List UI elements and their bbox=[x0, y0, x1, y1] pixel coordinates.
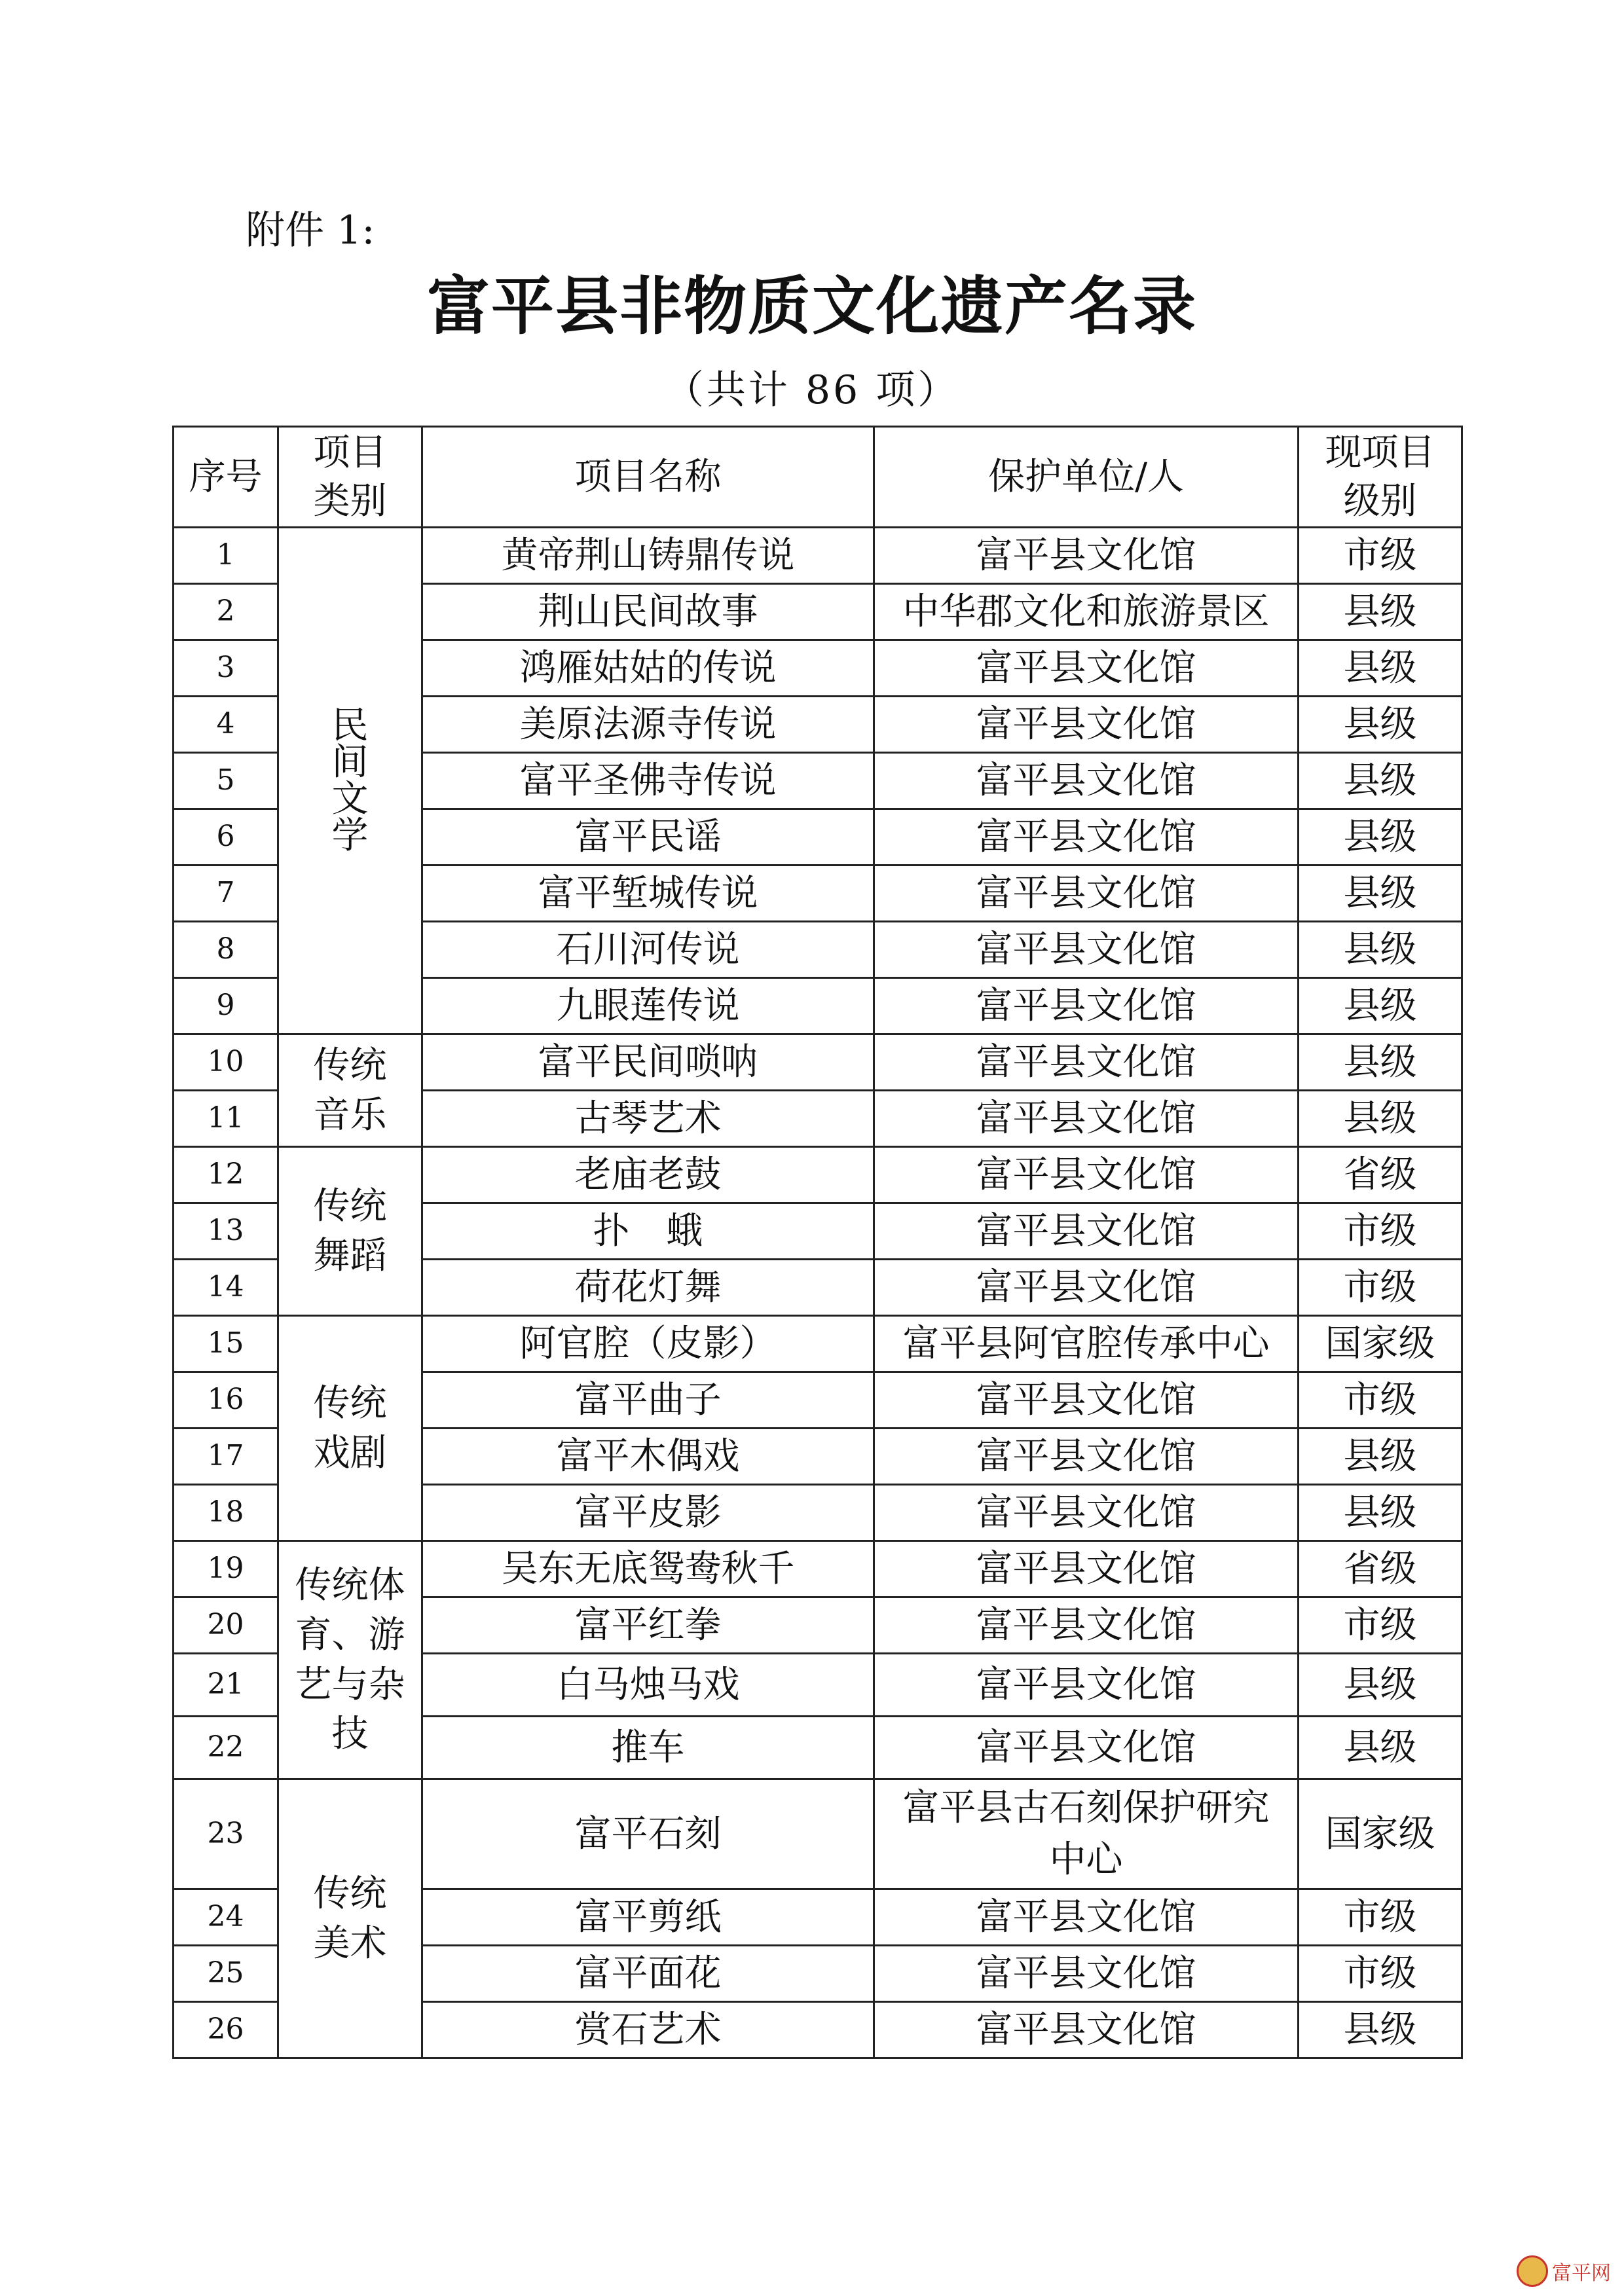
row-unit: 富平县古石刻保护研究中心 bbox=[874, 1779, 1299, 1889]
row-unit: 富平县文化馆 bbox=[874, 1429, 1299, 1485]
table-row bbox=[174, 1316, 1462, 1372]
row-name: 吴东无底鸳鸯秋千 bbox=[422, 1541, 874, 1597]
row-level: 市级 bbox=[1299, 1260, 1462, 1316]
row-unit: 富平县文化馆 bbox=[874, 1597, 1299, 1654]
row-name: 老庙老鼓 bbox=[422, 1147, 874, 1203]
row-seq: 14 bbox=[174, 1260, 278, 1316]
site-watermark bbox=[1517, 2255, 1611, 2287]
row-name: 富平皮影 bbox=[422, 1485, 874, 1541]
header-name: 项目名称 bbox=[422, 427, 874, 528]
row-seq: 11 bbox=[174, 1091, 278, 1147]
row-level: 县级 bbox=[1299, 584, 1462, 640]
row-name: 富平民谣 bbox=[422, 809, 874, 866]
row-unit: 富平县阿官腔传承中心 bbox=[874, 1316, 1299, 1372]
row-name: 白马烛马戏 bbox=[422, 1654, 874, 1717]
row-level: 国家级 bbox=[1299, 1779, 1462, 1889]
row-name: 黄帝荆山铸鼎传说 bbox=[422, 528, 874, 584]
row-seq: 5 bbox=[174, 753, 278, 809]
row-unit: 富平县文化馆 bbox=[874, 978, 1299, 1034]
row-name: 富平堑城传说 bbox=[422, 866, 874, 922]
row-level: 国家级 bbox=[1299, 1316, 1462, 1372]
row-name: 石川河传说 bbox=[422, 922, 874, 978]
row-name: 富平剪纸 bbox=[422, 1889, 874, 1946]
row-unit: 富平县文化馆 bbox=[874, 1717, 1299, 1779]
row-unit: 富平县文化馆 bbox=[874, 640, 1299, 697]
heritage-table bbox=[172, 426, 1463, 2059]
row-level: 县级 bbox=[1299, 697, 1462, 753]
row-level: 市级 bbox=[1299, 1372, 1462, 1429]
row-unit: 富平县文化馆 bbox=[874, 809, 1299, 866]
document-subtitle: （共计 86 项） bbox=[664, 367, 960, 413]
row-level: 县级 bbox=[1299, 866, 1462, 922]
row-seq: 15 bbox=[174, 1316, 278, 1372]
row-name: 富平曲子 bbox=[422, 1372, 874, 1429]
row-unit: 富平县文化馆 bbox=[874, 1946, 1299, 2002]
row-seq: 12 bbox=[174, 1147, 278, 1203]
row-level: 市级 bbox=[1299, 1203, 1462, 1260]
row-unit: 富平县文化馆 bbox=[874, 922, 1299, 978]
row-name: 富平红拳 bbox=[422, 1597, 874, 1654]
header-seq: 序号 bbox=[174, 427, 278, 528]
row-unit: 中华郡文化和旅游景区 bbox=[874, 584, 1299, 640]
row-name: 富平木偶戏 bbox=[422, 1429, 874, 1485]
row-seq: 2 bbox=[174, 584, 278, 640]
row-level: 县级 bbox=[1299, 2002, 1462, 2058]
row-name: 推车 bbox=[422, 1717, 874, 1779]
row-unit: 富平县文化馆 bbox=[874, 697, 1299, 753]
row-level: 县级 bbox=[1299, 922, 1462, 978]
row-unit: 富平县文化馆 bbox=[874, 866, 1299, 922]
row-name: 古琴艺术 bbox=[422, 1091, 874, 1147]
row-seq: 22 bbox=[174, 1717, 278, 1779]
row-seq: 18 bbox=[174, 1485, 278, 1541]
header-unit: 保护单位/人 bbox=[874, 427, 1299, 528]
row-level: 县级 bbox=[1299, 1091, 1462, 1147]
row-unit: 富平县文化馆 bbox=[874, 1203, 1299, 1260]
row-seq: 19 bbox=[174, 1541, 278, 1597]
row-unit: 富平县文化馆 bbox=[874, 528, 1299, 584]
row-level: 县级 bbox=[1299, 809, 1462, 866]
row-seq: 17 bbox=[174, 1429, 278, 1485]
row-name: 九眼莲传说 bbox=[422, 978, 874, 1034]
row-level: 市级 bbox=[1299, 1889, 1462, 1946]
row-unit: 富平县文化馆 bbox=[874, 1260, 1299, 1316]
category-cell: 传统舞蹈 bbox=[278, 1147, 422, 1316]
row-unit: 富平县文化馆 bbox=[874, 1485, 1299, 1541]
row-level: 市级 bbox=[1299, 1946, 1462, 2002]
table-header-row bbox=[174, 427, 1462, 528]
row-name: 富平圣佛寺传说 bbox=[422, 753, 874, 809]
category-cell: 传统戏剧 bbox=[278, 1316, 422, 1541]
row-unit: 富平县文化馆 bbox=[874, 1034, 1299, 1091]
row-level: 市级 bbox=[1299, 1597, 1462, 1654]
category-cell: 传统体育、游艺与杂技 bbox=[278, 1541, 422, 1779]
row-seq: 23 bbox=[174, 1779, 278, 1889]
row-seq: 9 bbox=[174, 978, 278, 1034]
category-cell: 民间文学 bbox=[278, 528, 422, 1034]
table-row bbox=[174, 528, 1462, 584]
row-seq: 4 bbox=[174, 697, 278, 753]
row-seq: 3 bbox=[174, 640, 278, 697]
row-name: 阿官腔（皮影） bbox=[422, 1316, 874, 1372]
row-seq: 7 bbox=[174, 866, 278, 922]
row-level: 县级 bbox=[1299, 978, 1462, 1034]
row-name: 富平面花 bbox=[422, 1946, 874, 2002]
row-level: 县级 bbox=[1299, 640, 1462, 697]
row-seq: 26 bbox=[174, 2002, 278, 2058]
table-row bbox=[174, 1147, 1462, 1203]
row-unit: 富平县文化馆 bbox=[874, 1654, 1299, 1717]
row-unit: 富平县文化馆 bbox=[874, 753, 1299, 809]
row-name: 赏石艺术 bbox=[422, 2002, 874, 2058]
header-level: 现项目级别 bbox=[1299, 427, 1462, 528]
category-cell: 传统美术 bbox=[278, 1779, 422, 2058]
row-level: 县级 bbox=[1299, 753, 1462, 809]
row-unit: 富平县文化馆 bbox=[874, 1541, 1299, 1597]
row-seq: 10 bbox=[174, 1034, 278, 1091]
row-seq: 16 bbox=[174, 1372, 278, 1429]
row-seq: 21 bbox=[174, 1654, 278, 1717]
row-seq: 25 bbox=[174, 1946, 278, 2002]
row-unit: 富平县文化馆 bbox=[874, 1889, 1299, 1946]
row-seq: 8 bbox=[174, 922, 278, 978]
row-level: 县级 bbox=[1299, 1485, 1462, 1541]
row-level: 县级 bbox=[1299, 1654, 1462, 1717]
row-level: 县级 bbox=[1299, 1429, 1462, 1485]
row-name: 荷花灯舞 bbox=[422, 1260, 874, 1316]
row-unit: 富平县文化馆 bbox=[874, 1147, 1299, 1203]
row-name: 鸿雁姑姑的传说 bbox=[422, 640, 874, 697]
document-title: 富平县非物质文化遗产名录 bbox=[427, 269, 1197, 343]
table-row bbox=[174, 1034, 1462, 1091]
row-name: 富平民间唢呐 bbox=[422, 1034, 874, 1091]
attachment-label: 附件 1: bbox=[246, 208, 375, 253]
site-logo-icon bbox=[1517, 2255, 1548, 2287]
row-level: 市级 bbox=[1299, 528, 1462, 584]
row-level: 省级 bbox=[1299, 1541, 1462, 1597]
category-cell: 传统音乐 bbox=[278, 1034, 422, 1147]
row-name: 荆山民间故事 bbox=[422, 584, 874, 640]
row-level: 县级 bbox=[1299, 1034, 1462, 1091]
row-name: 美原法源寺传说 bbox=[422, 697, 874, 753]
row-unit: 富平县文化馆 bbox=[874, 2002, 1299, 2058]
row-name: 扑 蛾 bbox=[422, 1203, 874, 1260]
table-row bbox=[174, 1541, 1462, 1597]
row-unit: 富平县文化馆 bbox=[874, 1372, 1299, 1429]
row-seq: 1 bbox=[174, 528, 278, 584]
row-seq: 13 bbox=[174, 1203, 278, 1260]
watermark-text: 富平网 bbox=[1552, 2263, 1611, 2284]
row-seq: 24 bbox=[174, 1889, 278, 1946]
row-level: 县级 bbox=[1299, 1717, 1462, 1779]
row-seq: 6 bbox=[174, 809, 278, 866]
row-unit: 富平县文化馆 bbox=[874, 1091, 1299, 1147]
header-category: 项目类别 bbox=[278, 427, 422, 528]
row-name: 富平石刻 bbox=[422, 1779, 874, 1889]
row-seq: 20 bbox=[174, 1597, 278, 1654]
row-level: 省级 bbox=[1299, 1147, 1462, 1203]
table-row bbox=[174, 1779, 1462, 1889]
